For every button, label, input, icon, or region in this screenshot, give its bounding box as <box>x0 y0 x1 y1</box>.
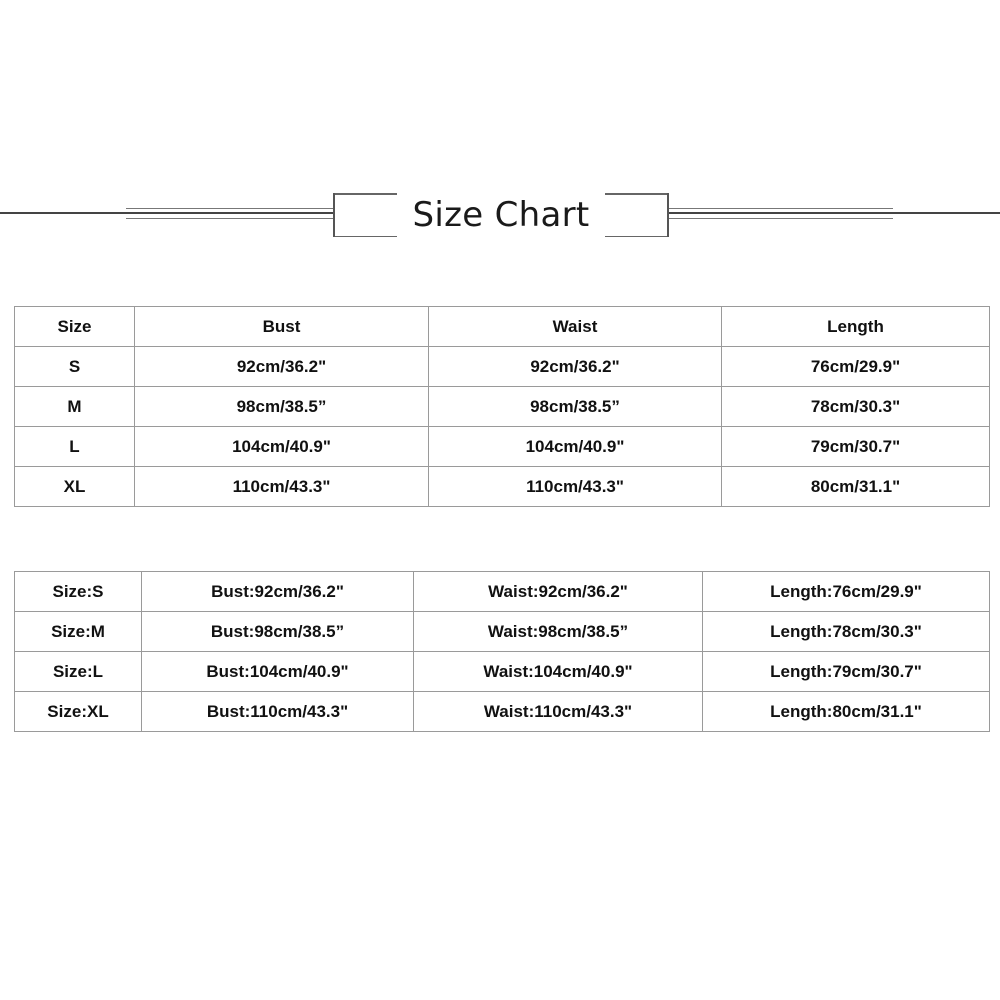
cell-bust: Bust:98cm/38.5” <box>142 612 414 652</box>
table-row <box>15 347 990 387</box>
table-row <box>15 467 990 507</box>
cell-length: Length:76cm/29.9" <box>703 572 990 612</box>
header-rule-left-long <box>0 212 333 214</box>
header-rule-right-lower <box>669 218 893 219</box>
cell-waist: Waist:104cm/40.9" <box>414 652 703 692</box>
cell-length: Length:78cm/30.3" <box>703 612 990 652</box>
table-row <box>15 572 990 612</box>
header-rule-right-long <box>669 212 1000 214</box>
cell-length: 78cm/30.3" <box>722 387 990 427</box>
header-rule-left-upper <box>126 208 333 209</box>
cell-waist: 104cm/40.9" <box>429 427 722 467</box>
header-rule-left-lower <box>126 218 333 219</box>
cell-size: Size:L <box>15 652 142 692</box>
cell-size: Size:S <box>15 572 142 612</box>
header-bust: Bust <box>135 307 429 347</box>
cell-waist: 98cm/38.5” <box>429 387 722 427</box>
cell-length: 76cm/29.9" <box>722 347 990 387</box>
cell-waist: Waist:98cm/38.5” <box>414 612 703 652</box>
cell-size: L <box>15 427 135 467</box>
page-title: Size Chart <box>412 195 590 235</box>
table-header-row <box>15 307 990 347</box>
cell-size: S <box>15 347 135 387</box>
header-size: Size <box>15 307 135 347</box>
cell-size: Size:M <box>15 612 142 652</box>
table-row <box>15 387 990 427</box>
table-row <box>15 427 990 467</box>
header-length: Length <box>722 307 990 347</box>
cell-size: M <box>15 387 135 427</box>
header-rule-right-upper <box>669 208 893 209</box>
cell-length: Length:80cm/31.1" <box>703 692 990 732</box>
header-waist: Waist <box>429 307 722 347</box>
cell-bust: 110cm/43.3" <box>135 467 429 507</box>
cell-length: 80cm/31.1" <box>722 467 990 507</box>
cell-size: Size:XL <box>15 692 142 732</box>
cell-bust: Bust:104cm/40.9" <box>142 652 414 692</box>
table-row <box>15 652 990 692</box>
cell-bust: 98cm/38.5” <box>135 387 429 427</box>
table-row <box>15 612 990 652</box>
title-frame <box>333 193 669 237</box>
size-table-labeled <box>14 571 990 732</box>
cell-waist: 92cm/36.2" <box>429 347 722 387</box>
cell-length: Length:79cm/30.7" <box>703 652 990 692</box>
cell-bust: Bust:92cm/36.2" <box>142 572 414 612</box>
cell-bust: 104cm/40.9" <box>135 427 429 467</box>
cell-bust: 92cm/36.2" <box>135 347 429 387</box>
table-row <box>15 692 990 732</box>
cell-waist: Waist:92cm/36.2" <box>414 572 703 612</box>
cell-length: 79cm/30.7" <box>722 427 990 467</box>
size-table-columns <box>14 306 990 507</box>
cell-waist: Waist:110cm/43.3" <box>414 692 703 732</box>
cell-bust: Bust:110cm/43.3" <box>142 692 414 732</box>
cell-waist: 110cm/43.3" <box>429 467 722 507</box>
cell-size: XL <box>15 467 135 507</box>
